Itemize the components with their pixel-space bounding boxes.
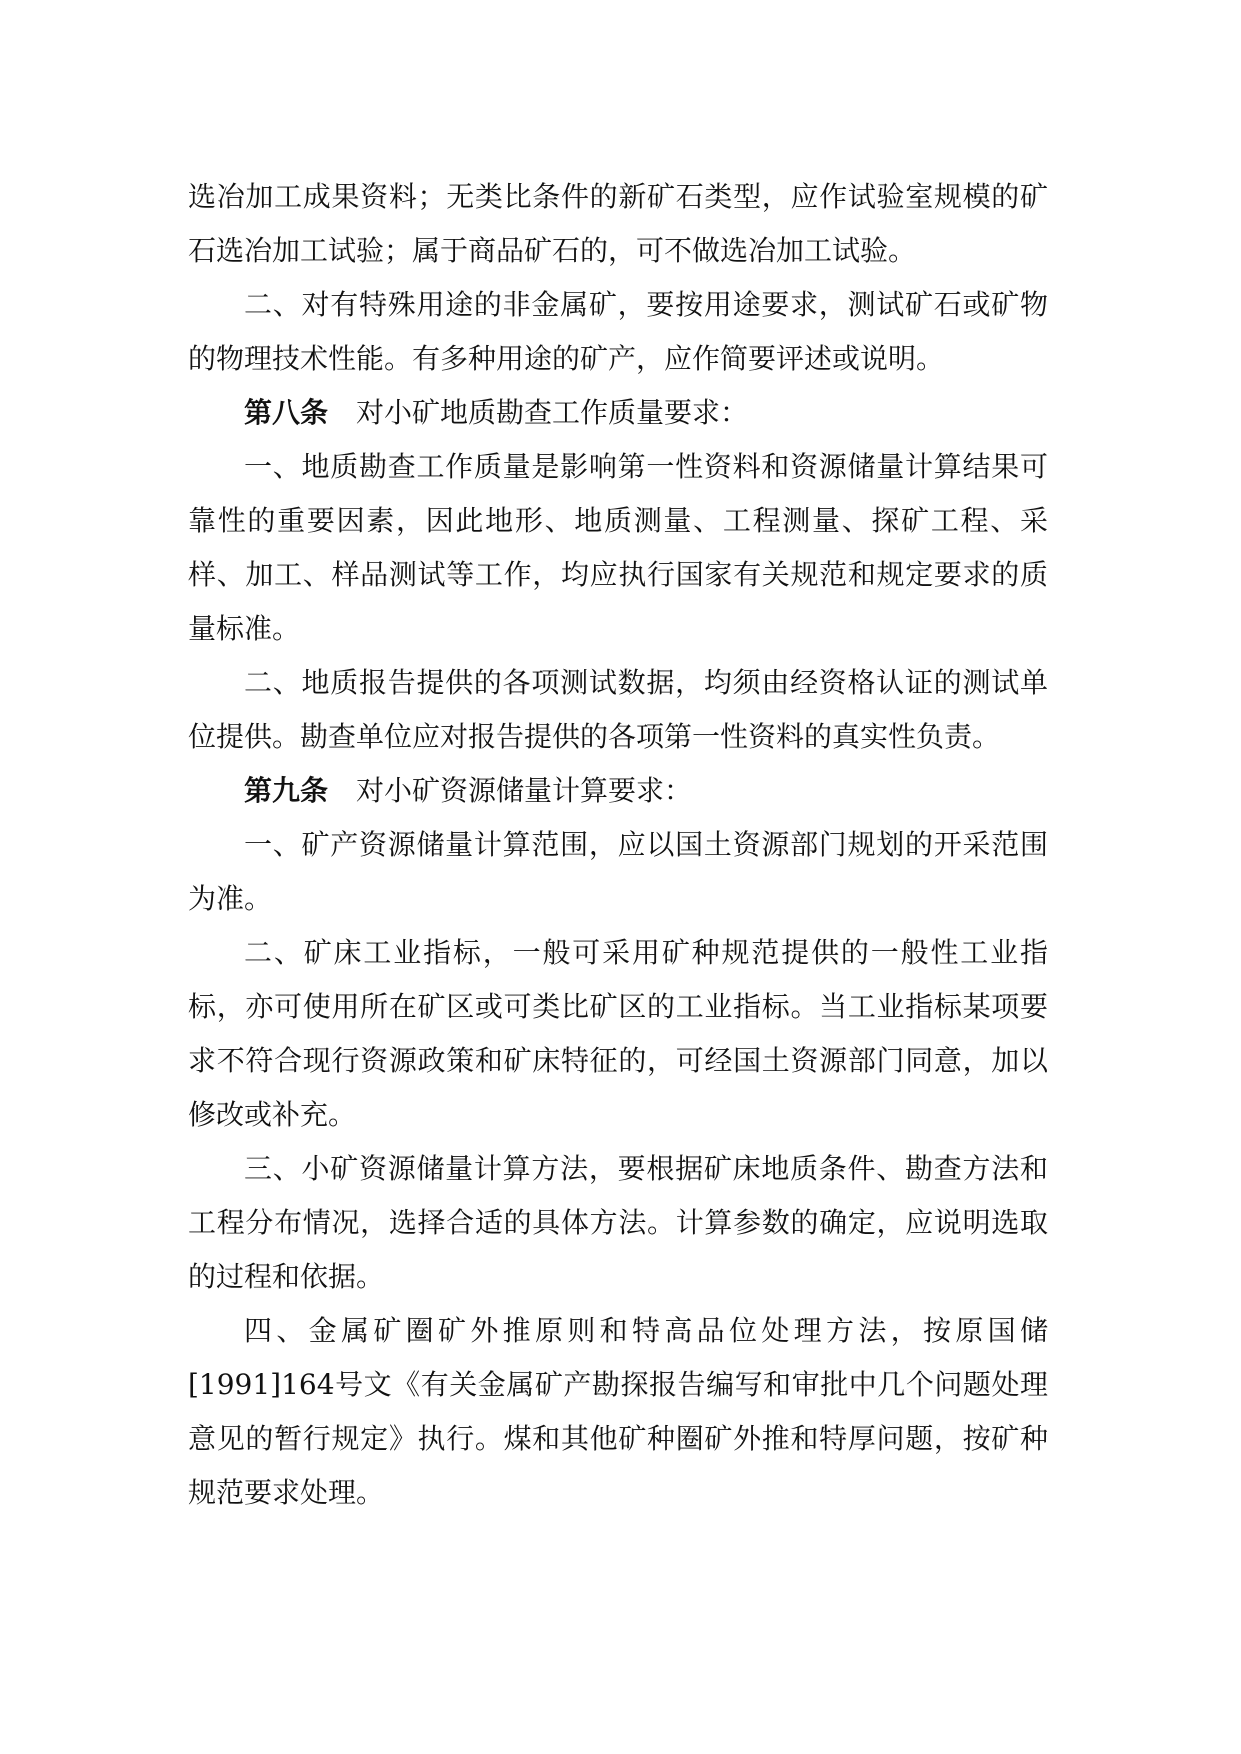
paragraph-article-8-item-2: 二、地质报告提供的各项测试数据，均须由经资格认证的测试单位提供。勘查单位应对报告提供的各项第一性资料的真实性负责。 xyxy=(188,666,1048,753)
paragraph-item-2-special-minerals: 二、对有特殊用途的非金属矿，要按用途要求，测试矿石或矿物的物理技术性能。有多种用途的矿产，应作简要评述或说明。 xyxy=(188,288,1048,375)
article-8-text: 对小矿地质勘查工作质量要求： xyxy=(356,396,749,429)
paragraph-article-9-item-2: 二、矿床工业指标，一般可采用矿种规范提供的一般性工业指标，亦可使用所在矿区或可类比矿区的工业指标。当工业指标某项要求不符合现行资源政策和矿床特征的，可经国土资源部门同意，加以修改或补充。 xyxy=(188,936,1048,1131)
article-9-text: 对小矿资源储量计算要求： xyxy=(356,774,693,807)
paragraph-article-8-item-1: 一、地质勘查工作质量是影响第一性资料和资源储量计算结果可靠性的重要因素，因此地形、地质测量、工程测量、探矿工程、采样、加工、样品测试等工作，均应执行国家有关规范和规定要求的质量标准。 xyxy=(188,450,1048,645)
article-9-label: 第九条 xyxy=(244,774,329,807)
document-body xyxy=(188,170,1048,1520)
paragraph-continuation: 选冶加工成果资料；无类比条件的新矿石类型，应作试验室规模的矿石选冶加工试验；属于商品矿石的，可不做选冶加工试验。 xyxy=(188,180,1048,267)
paragraph-article-9-item-3: 三、小矿资源储量计算方法，要根据矿床地质条件、勘查方法和工程分布情况，选择合适的具体方法。计算参数的确定，应说明选取的过程和依据。 xyxy=(188,1152,1048,1293)
paragraph-article-9-item-4: 四、金属矿圈矿外推原则和特高品位处理方法，按原国储[1991]164号文《有关金属矿产勘探报告编写和审批中几个问题处理意见的暂行规定》执行。煤和其他矿种圈矿外推和特厚问题，按矿种规范要求处理。 xyxy=(188,1314,1048,1509)
article-8-label: 第八条 xyxy=(244,396,329,429)
article-9-heading xyxy=(188,764,1048,818)
paragraph-article-9-item-1: 一、矿产资源储量计算范围，应以国土资源部门规划的开采范围为准。 xyxy=(188,828,1048,915)
article-8-heading xyxy=(188,386,1048,440)
